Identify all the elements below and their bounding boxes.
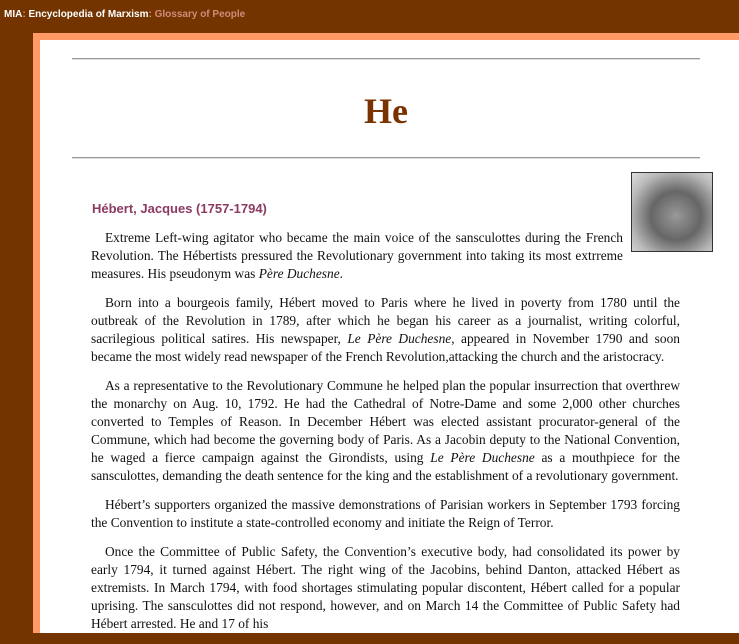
entry-heading: Hébert, Jacques (1757-1794) <box>92 201 267 216</box>
paragraph: Hébert’s supporters organized the massive demonstrations of Parisian workers in September 1793 forcing the Convention to institute a state-controlled economy and initiate the Reign of Terror. <box>91 497 680 530</box>
breadcrumb <box>4 9 245 20</box>
divider <box>72 58 700 60</box>
divider <box>72 157 700 159</box>
page-title: He <box>364 91 408 131</box>
paragraph: As a representative to the Revolutionary Commune he helped plan the popular insurrection that overthrew the monarchy on Aug. 10, 1792. He had the Cathedral of Notre-Dame and some 2,000 other churches converted to Temples of Reason. In December Hébert was elected assistant procurator-general of the Commune, which had become the governing body of Paris. As a Jacobin deputy to the National Convention, he waged a fierce campaign against the Girondists, using Le Père Duchesne as a mouthpiece for the sansculottes, demanding the death sentence for the king and the establishment of a revolutionary government. <box>91 378 680 483</box>
paragraph: Born into a bourgeois family, Hébert moved to Paris where he lived in poverty from 1780 until the outbreak of the Revolution in 1789, after which he began his career as a journalist, writing colorful, sacrilegious political satires. His newspaper, Le Père Duchesne, appeared in November 1790 and soon became the most widely read newspaper of the French Revolution,attacking the church and the aristocracy. <box>91 295 680 364</box>
breadcrumb-separator: : <box>148 9 155 20</box>
breadcrumb-current: Glossary of People <box>154 9 246 20</box>
entry-body <box>91 229 680 644</box>
content-area <box>40 40 739 633</box>
breadcrumb-mia-link[interactable]: MIA <box>4 9 23 20</box>
paragraph: Extreme Left-wing agitator who became the main voice of the sansculottes during the French Revolution. The Hébertists pressured the Revolutionary government into taking its most extrreme measures. His pseudonym was Père Duchesne. <box>91 230 623 281</box>
breadcrumb-separator: : <box>22 9 29 20</box>
content-frame <box>33 33 739 633</box>
paragraph: Once the Committee of Public Safety, the Convention’s executive body, had consolidated its power by early 1794, it turned against Hébert. The right wing of the Jacobins, behind Danton, attacked Hébert as extremists. In March 1794, with food shortages stimulating popular discontent, Hébert called for a popular uprising. The sansculottes did not respond, however, and on March 14 the Committee of Public Safety had Hébert arrested. He and 17 of his <box>91 544 680 631</box>
breadcrumb-encyclopedia-link[interactable]: Encyclopedia of Marxism <box>28 9 149 20</box>
